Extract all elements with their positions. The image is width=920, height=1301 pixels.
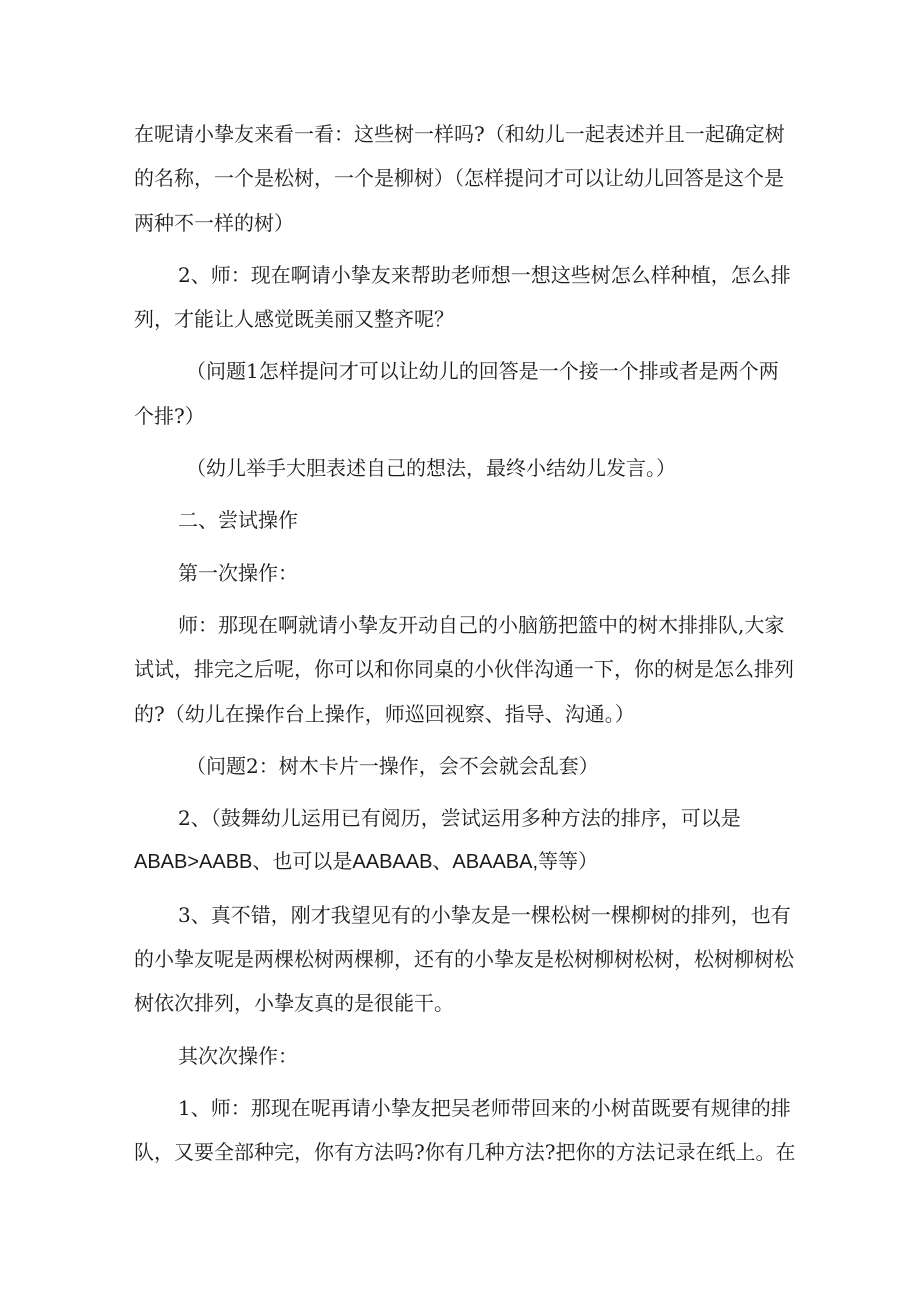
paragraph-praise	[134, 893, 794, 1026]
document-body	[134, 112, 794, 1175]
paragraph-gap	[134, 788, 794, 796]
text-line: 1、师：那现在呢再请小挚友把吴老师带回来的小树苗既要有规律的排	[178, 1095, 791, 1120]
text-line: （问题1怎样提问才可以让幼儿的回答是一个接一个排或者是两个两	[186, 359, 779, 384]
text-line: 的名称，一个是松树，一个是柳树）（怎样提问才可以让幼儿回答是这个是	[134, 166, 784, 191]
paragraph-question-1	[134, 349, 794, 438]
text-line: 2、（鼓舞幼儿运用已有阅历，尝试运用多种方法的排序，可以是	[178, 806, 741, 831]
text-line: ABAB>AABB、也可以是AABAAB、ABAABA,等等）	[134, 851, 599, 874]
paragraph-teacher-instruction	[134, 603, 794, 736]
text-line: 的小挚友呢是两棵松树两棵柳，还有的小挚友是松树柳树松树，松树柳树松	[134, 947, 794, 972]
paragraph-question-2	[134, 744, 794, 788]
text-line: 试试，排完之后呢，你可以和你同桌的小伙伴沟通一下，你的树是怎么排列	[134, 657, 794, 682]
text-line: 列，才能让人感觉既美丽又整齐呢？	[134, 307, 454, 332]
paragraph-gap	[134, 438, 794, 446]
paragraph-gap	[134, 1078, 794, 1086]
text-line: 3、真不错，刚才我望见有的小挚友是一棵松树一棵柳树的排列，也有	[178, 902, 791, 927]
text-line: 的?（幼儿在操作台上操作，师巡回视察、指导、沟通。）	[134, 701, 635, 726]
paragraph-gap	[134, 736, 794, 744]
text-line: 队，又要全部种完，你有方法吗?你有几种方法?把你的方法记录在纸上。在	[134, 1140, 796, 1165]
text-line: 两种不一样的树）	[134, 210, 294, 235]
text-line: 树依次排列，小挚友真的是很能干。	[134, 991, 454, 1016]
text-line: 师：那现在啊就请小挚友开动自己的小脑筋把篮中的树木排排队,大家	[178, 612, 785, 637]
paragraph-planting-task	[134, 1086, 794, 1175]
text-line: （幼儿举手大胆表述自己的想法，最终小结幼儿发言。）	[186, 456, 676, 481]
paragraph-children-response	[134, 446, 794, 490]
subheading-second-operation	[134, 1034, 794, 1078]
paragraph-gap	[134, 595, 794, 603]
text-line: 二、尝试操作	[178, 508, 298, 533]
paragraph-tree-comparison	[134, 112, 794, 245]
paragraph-gap	[134, 341, 794, 349]
paragraph-gap	[134, 1026, 794, 1034]
paragraph-gap	[134, 885, 794, 893]
section-heading-try-operation	[134, 498, 794, 542]
text-line: 其次次操作：	[178, 1043, 298, 1068]
text-line: 在呢请小挚友来看一看：这些树一样吗?（和幼儿一起表述并且一起确定树	[134, 122, 785, 146]
text-line: 2、师：现在啊请小挚友来帮助老师想一想这些树怎么样种植，怎么排	[178, 262, 791, 287]
paragraph-gap	[134, 490, 794, 498]
paragraph-teacher-question	[134, 253, 794, 342]
paragraph-gap	[134, 543, 794, 551]
paragraph-gap	[134, 245, 794, 253]
text-line: （问题2：树木卡片一操作，会不会就会乱套）	[186, 753, 599, 778]
paragraph-encourage-sorting	[134, 796, 794, 885]
text-line: 个排?）	[134, 403, 205, 428]
subheading-first-operation	[134, 551, 794, 595]
text-line: 第一次操作：	[178, 560, 298, 585]
